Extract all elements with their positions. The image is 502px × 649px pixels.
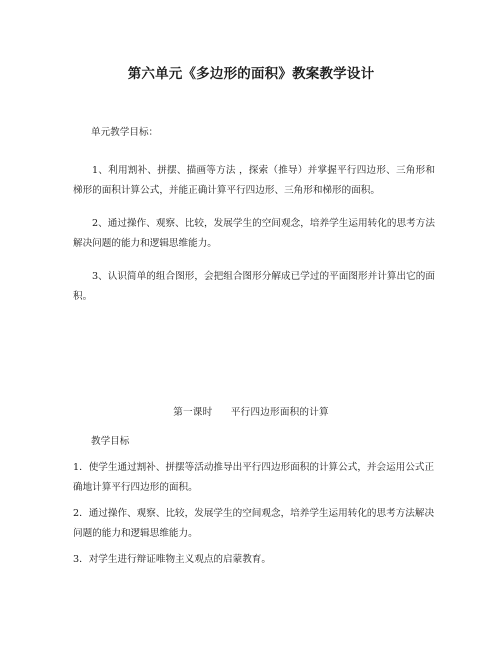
lesson-goal-2: 2．通过操作、观察、比较，发展学生的空间观念，培养学生运用转化的思考方法解决问题的能力和逻辑思维能力。	[73, 508, 435, 539]
lesson-heading	[0, 404, 502, 418]
lesson-goals-label: 教学目标	[91, 436, 130, 447]
unit-objectives-label: 单元教学目标：	[91, 127, 159, 138]
lesson-goal-1: 1．使学生通过割补、拼摆等活动推导出平行四边形面积的计算公式，并会运用公式正确地计算平行四边形的面积。	[73, 462, 435, 493]
lesson-goals-section	[73, 432, 435, 576]
lesson-number: 第一课时	[173, 407, 213, 418]
unit-objectives-section	[73, 123, 435, 320]
unit-objective-3: 3、认识简单的组合图形，会把组合图形分解成已学过的平面图形并计算出它的面积。	[73, 271, 435, 302]
unit-objective-1: 1、利用割补、拼摆、描画等方法 ，探索（推导）并掌握平行四边形、三角形和梯形的面积计算公式，并能正确计算平行四边形、三角形和梯形的面积。	[73, 165, 435, 196]
lesson-name: 平行四边形面积的计算	[230, 407, 329, 418]
document-title: 第六单元《多边形的面积》教案教学设计	[127, 66, 375, 82]
unit-objective-2: 2、通过操作、观察、比较，发展学生的空间观念，培养学生运用转化的思考方法解决问题的能力和逻辑思维能力。	[73, 218, 435, 249]
lesson-goal-3: 3．对学生进行辩证唯物主义观点的启蒙教育。	[73, 554, 271, 565]
